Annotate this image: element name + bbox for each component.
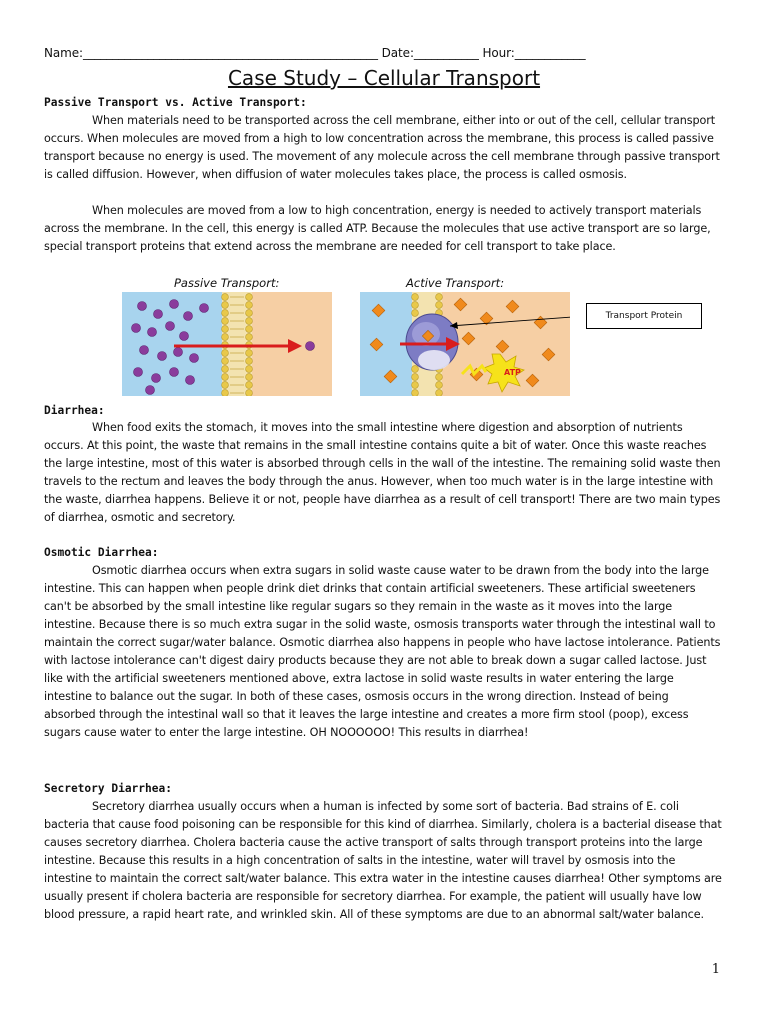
osmotic-diarrhea-heading: Osmotic Diarrhea: <box>44 546 159 559</box>
passive-transport-label: Passive Transport: <box>174 276 280 290</box>
active-transport-label: Active Transport: <box>406 276 505 290</box>
secretory-diarrhea-heading: Secretory Diarrhea: <box>44 782 172 795</box>
transport-protein-callout: Transport Protein <box>586 303 702 329</box>
page-title: Case Study – Cellular Transport <box>227 66 541 90</box>
cell-membrane <box>222 292 253 396</box>
osmotic-diarrhea-paragraph: Osmotic diarrhea occurs when extra sugars in solid waste cause water to be drawn from the body into the large intestine. This can happen when people drink diet drinks that contain artificial sweeteners. These artificial sweeteners can't be absorbed by the small intestine like regular sugars so they remain in the waste as it moves into the large intestine. Because there is so much extra sugar in the solid waste, osmosis transports water through the intestinal wall to maintain the correct sugar/water balance. Osmotic diarrhea also happens in people who have lactose intolerance. Patients with lactose intolerance can't digest dairy products because they are not able to break down a sugar called lactose. Just like with the artificial sweeteners mentioned above, extra lactose in solid waste results in water entering the large intestine to balance out the sugar. In both of these cases, osmosis occurs in the wrong direction. Instead of being absorbed through the intestinal wall so that it leaves the large intestine and creates a more firm stool (poop), excess sugars cause water to enter the large intestine. OH NOOOOOO! This results in diarrhea! <box>44 564 721 739</box>
active-transport-diagram <box>360 292 570 396</box>
page-number: 1 <box>711 962 720 977</box>
secretory-diarrhea-paragraph: Secretory diarrhea usually occurs when a human is infected by some sort of bacteria. Bad strains of E. coli bacteria that cause food poisoning can be responsible for this kind of diarrhea. Similarly, cholera is a bacterial disease that causes secretory diarrhea. Cholera bacteria cause the active transport of salts through transport proteins into the large intestine. Because this results in a high concentration of salts in the intestine, water will travel by osmosis into the intestine to maintain the correct salt/water balance. This extra water in the intestine causes diarrhea! Other symptoms are usually present if cholera bacteria are responsible for secretory diarrhea. For example, the patient will usually have low blood pressure, a rapid heart rate, and wrinkled skin. All of these symptoms are due to an abnormal salt/water balance. <box>44 800 722 921</box>
passive-paragraph-2: When molecules are moved from a low to high concentration, energy is needed to actively transport materials across the membrane. In the cell, this energy is called ATP. Because the molecules that use active transport are so large, special transport proteins that extend across the membrane are needed for cell transport to take place. <box>44 204 711 253</box>
diarrhea-paragraph: When food exits the stomach, it moves into the small intestine where digestion and absorption of nutrients occurs. At this point, the waste that remains in the small intestine contains quite a bit of water. Once this waste reaches the large intestine, most of this water is absorbed through cells in the wall of the intestine. The remaining solid waste then travels to the rectum and leaves the body through the anus. However, when too much water is in the large intestine with the waste, diarrhea happens. Believe it or not, people have diarrhea as a result of cell transport! There are two main types of diarrhea, osmotic and secretory. <box>44 421 721 524</box>
name-date-hour-line: Name:__________________________________________________ Date:___________ Hour:____________ <box>44 46 586 60</box>
diarrhea-heading: Diarrhea: <box>44 404 105 417</box>
passive-active-heading: Passive Transport vs. Active Transport: <box>44 96 307 109</box>
passive-transport-diagram <box>122 292 332 396</box>
atp-label: ATP <box>504 368 521 377</box>
passive-paragraph-1: When materials need to be transported across the cell membrane, either into or out of the cell, cellular transport occurs. When molecules are moved from a high to low concentration across the membrane, this process is called passive transport because no energy is used. The movement of any molecule across the cell membrane through passive transport is called diffusion. However, when diffusion of water molecules takes place, the process is called osmosis. <box>44 114 720 181</box>
